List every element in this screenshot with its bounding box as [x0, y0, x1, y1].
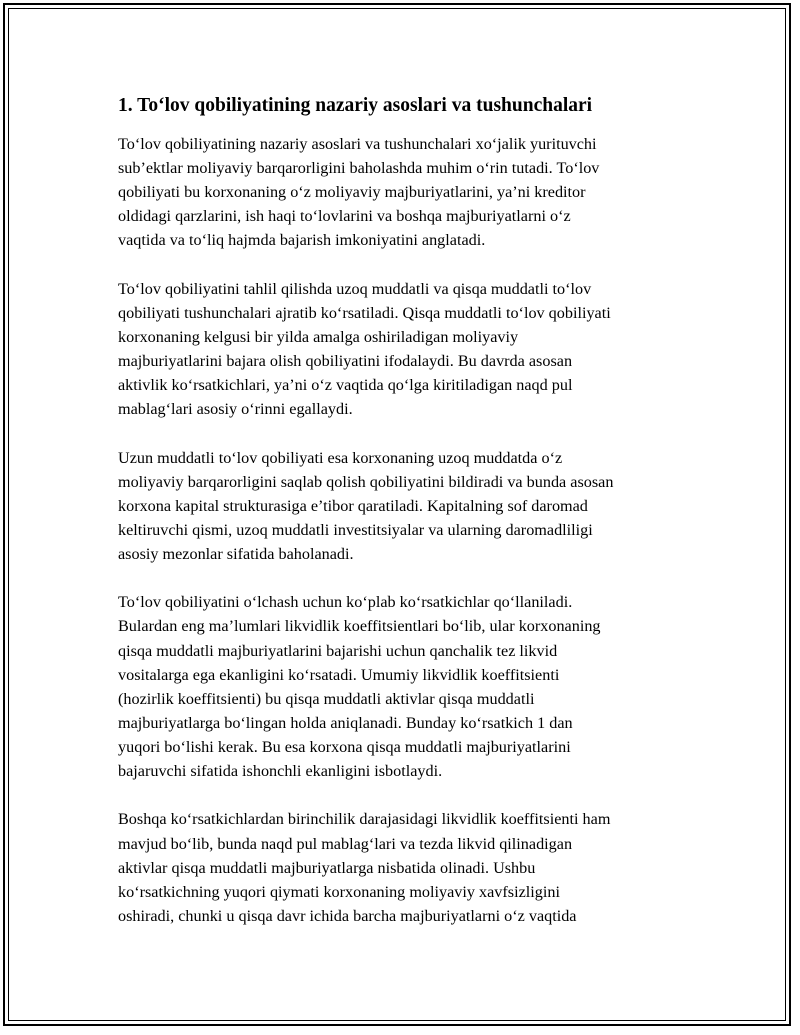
paragraph — [118, 590, 684, 783]
paragraph-list — [118, 132, 684, 928]
paragraph-line: yuqori bo‘lishi kerak. Bu esa korxona qisqa muddatli majburiyatlarini — [118, 737, 571, 756]
paragraph-line: oldidagi qarzlarini, ish haqi to‘lovlarini va boshqa majburiyatlarni o‘z — [118, 207, 571, 226]
paragraph-line: keltiruvchi qismi, uzoq muddatli investitsiyalar va ularning daromadliligi — [118, 520, 593, 539]
paragraph-line: oshiradi, chunki u qisqa davr ichida barcha majburiyatlarni o‘z vaqtida — [118, 906, 577, 925]
paragraph — [118, 277, 684, 422]
paragraph-line: moliyaviy barqarorligini saqlab qolish qobiliyatini bildiradi va bunda asosan — [118, 472, 614, 491]
paragraph-line: To‘lov qobiliyatining nazariy asoslari va tushunchalari xo‘jalik yurituvchi — [118, 135, 597, 153]
section-heading: 1. To‘lov qobiliyatining nazariy asoslari va tushunchalari — [118, 95, 593, 116]
paragraph-line: vositalarga ega ekanligini ko‘rsatadi. Umumiy likvidlik koeffitsienti — [118, 665, 560, 684]
paragraph-line: Uzun muddatli to‘lov qobiliyati esa korxonaning uzoq muddatda o‘z — [118, 448, 563, 467]
paragraph-line: aktivlar qisqa muddatli majburiyatlarga nisbatida olinadi. Ushbu — [118, 858, 536, 877]
paragraph-line: aktivlik ko‘rsatkichlari, ya’ni o‘z vaqtida qo‘lga kiritiladigan naqd pul — [118, 376, 573, 395]
paragraph-line: mablag‘lari asosiy o‘rinni egallaydi. — [118, 400, 353, 419]
paragraph-line: asosiy mezonlar sifatida baholanadi. — [118, 545, 354, 563]
paragraph-line: qobiliyati tushunchalari ajratib ko‘rsatiladi. Qisqa muddatli to‘lov qobiliyati — [118, 303, 611, 322]
paragraph-line: sub’ektlar moliyaviy barqarorligini baholashda muhim o‘rin tutadi. To‘lov — [118, 159, 600, 178]
paragraph-line: korxonaning kelgusi bir yilda amalga oshiriladigan moliyaviy — [118, 327, 519, 346]
paragraph-line: To‘lov qobiliyatini tahlil qilishda uzoq muddatli va qisqa muddatli to‘lov — [118, 279, 592, 298]
paragraph-line: mavjud bo‘lib, bunda naqd pul mablag‘lari va tezda likvid qilinadigan — [118, 834, 573, 853]
paragraph-line: To‘lov qobiliyatini o‘lchash uchun ko‘plab ko‘rsatkichlar qo‘llaniladi. — [118, 593, 573, 612]
document-body — [118, 92, 684, 952]
paragraph-line: korxona kapital strukturasiga e’tibor qaratiladi. Kapitalning sof daromad — [118, 496, 588, 515]
paragraph — [118, 132, 684, 252]
paragraph-line: vaqtida va to‘liq hajmda bajarish imkoniyatini anglatadi. — [118, 231, 486, 250]
paragraph-line: ko‘rsatkichning yuqori qiymati korxonaning moliyaviy xavfsizligini — [118, 882, 560, 901]
paragraph-line: Bulardan eng ma’lumlari likvidlik koeffitsientlari bo‘lib, ular korxonaning — [118, 617, 601, 636]
paragraph-line: majburiyatlarini bajara olish qobiliyatini ifodalaydi. Bu davrda asosan — [118, 352, 573, 371]
paragraph-line: qisqa muddatli majburiyatlarini bajarishi uchun qanchalik tez likvid — [118, 641, 558, 660]
paragraph — [118, 446, 684, 566]
paragraph-line: (hozirlik koeffitsienti) bu qisqa muddatli aktivlar qisqa muddatli — [118, 689, 535, 708]
paragraph-line: majburiyatlarga bo‘lingan holda aniqlanadi. Bunday ko‘rsatkich 1 dan — [118, 713, 573, 732]
paragraph-line: bajaruvchi sifatida ishonchli ekanligini isbotlaydi. — [118, 762, 443, 781]
paragraph — [118, 807, 684, 927]
paragraph-line: qobiliyati bu korxonaning o‘z moliyaviy majburiyatlarini, ya’ni kreditor — [118, 183, 586, 202]
paragraph-line: Boshqa ko‘rsatkichlardan birinchilik darajasidagi likvidlik koeffitsienti ham — [118, 810, 611, 829]
